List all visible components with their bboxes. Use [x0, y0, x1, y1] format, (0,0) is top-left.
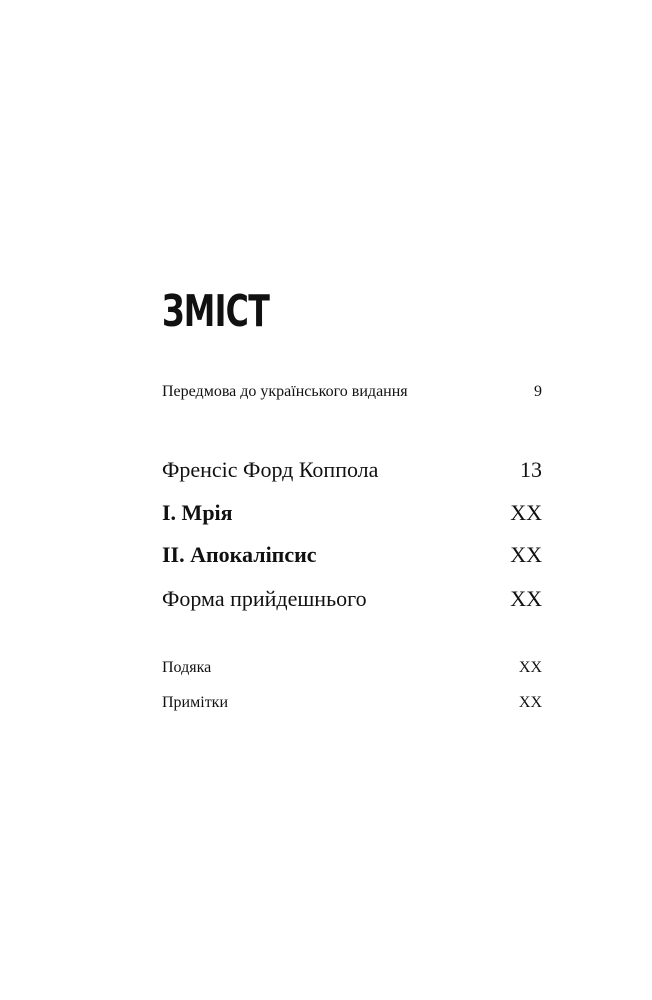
toc-entry-label: Передмова до українського видання — [162, 383, 408, 400]
toc-entry-label: Форма прийдешнього — [162, 586, 367, 611]
toc-entry-part-1 — [162, 500, 542, 526]
toc-entry-label: Френсіс Форд Коппола — [162, 457, 379, 482]
toc-entry-label: II. Апокаліпсис — [162, 542, 317, 567]
toc-entry-page: XX — [510, 542, 542, 567]
toc-entry-page: XX — [510, 586, 542, 611]
toc-entry-coppola — [162, 457, 542, 483]
toc-entry-part-2 — [162, 542, 542, 568]
toc-entry-page: XX — [518, 694, 542, 711]
toc-entry-future-form — [162, 586, 542, 612]
toc-entry-acknowledgments — [162, 659, 542, 677]
toc-entry-label: I. Мрія — [162, 500, 233, 525]
toc-entry-foreword — [162, 383, 542, 401]
toc-entry-page: 9 — [534, 383, 542, 400]
toc-entry-page: 13 — [520, 457, 542, 482]
toc-entry-label: Подяка — [162, 659, 212, 676]
toc-entry-page: XX — [518, 659, 542, 676]
toc-entry-page: XX — [510, 500, 542, 525]
page-title: ЗМІСТ — [162, 286, 270, 337]
toc-entry-notes — [162, 694, 542, 712]
toc-entry-label: Примітки — [162, 694, 229, 711]
